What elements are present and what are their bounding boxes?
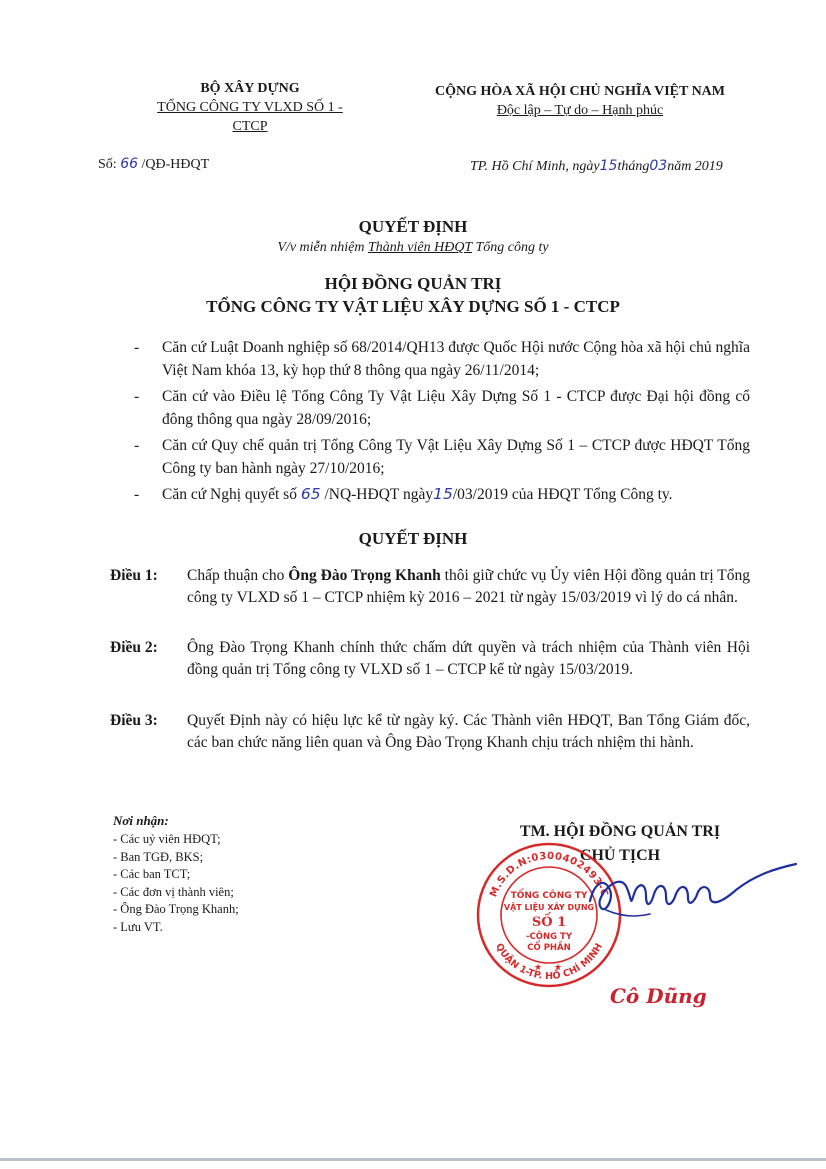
recipients-title: Nơi nhận: <box>113 813 169 828</box>
national-header <box>415 82 745 120</box>
stamp-city-text: QUẬN 1-TP. HỒ CHÍ MINH <box>493 941 605 982</box>
recipient-item: - Các ban TCT; <box>113 867 191 881</box>
legal-basis-item: - Căn cứ Luật Doanh nghiệp số 68/2014/QH13 được Quốc Hội nước Cộng hòa xã hội chủ nghĩa Việt Nam khóa 13, kỳ họp thứ 8 thông qua ngày 26/11/2014; <box>134 339 750 379</box>
handwritten-month: 03 <box>649 158 668 174</box>
legal-bases-list <box>130 336 750 509</box>
signature-role: CHỦ TỊCH <box>579 847 661 864</box>
stamp-line: CỔ PHẦN <box>527 943 571 953</box>
article-2: Điều 2: Ông Đào Trọng Khanh chính thức chấm dứt quyền và trách nhiệm của Thành viên Hội đồng quản trị Tổng công ty VLXD số 1 – CTCP kể từ ngày 15/03/2019. <box>110 639 750 678</box>
page-bottom-border <box>0 1158 826 1161</box>
handwritten-signature <box>560 846 800 936</box>
handwritten-number: 66 <box>120 156 139 172</box>
handwritten-day: 15 <box>599 158 618 174</box>
recipient-item: - Ban TGĐ, BKS; <box>113 849 204 864</box>
handwritten-resolution-number: 65 <box>300 485 321 503</box>
stamp-star-left: ★ <box>534 962 543 972</box>
national-motto: Độc lập – Tự do – Hạnh phúc <box>496 103 664 118</box>
legal-basis-item: - Căn cứ Nghị quyết số 65 /NQ-HĐQT ngày15/03/2019 của HĐQT Tổng Công ty. <box>134 485 673 503</box>
article-label: Điều 2: <box>110 639 158 656</box>
nation-name: CỘNG HÒA XÃ HỘI CHỦ NGHĨA VIỆT NAM <box>434 84 725 99</box>
article-label: Điều 1: <box>110 567 158 584</box>
document-subtitle: V/v miễn nhiệm Thành viên HĐQT Tổng công ty <box>277 240 549 255</box>
document-number: Số: 66 /QĐ-HĐQT <box>98 156 210 172</box>
recipient-item: - Các đơn vị thành viên; <box>113 884 234 899</box>
recipient-item: - Lưu VT. <box>113 919 163 934</box>
corporation-title: TỔNG CÔNG TY VẬT LIỆU XÂY DỰNG SỐ 1 - CTCP <box>206 297 620 316</box>
stamp-line: SỐ 1 <box>531 915 567 930</box>
stamp-line: TỔNG CÔNG TY <box>510 891 588 901</box>
article-1: Điều 1: Chấp thuận cho Ông Đào Trọng Khanh thôi giữ chức vụ Ủy viên Hội đồng quản trị Tổng công ty VLXD số 1 – CTCP nhiệm kỳ 2016 – 2021 từ ngày 15/03/2019 vì lý do cá nhân. <box>110 567 750 606</box>
ministry-header <box>150 79 350 136</box>
legal-basis-item: - Căn cứ vào Điều lệ Tổng Công Ty Vật Liệu Xây Dựng Số 1 - CTCP được Đại hội đồng cổ đông thông qua ngày 28/09/2016; <box>134 388 750 428</box>
article-3: Điều 3: Quyết Định này có hiệu lực kể từ ngày ký. Các Thành viên HĐQT, Ban Tổng Giám đốc, các ban chức năng liên quan và Ông Đào Trọng Khanh chịu trách nhiệm thi hành. <box>110 712 750 751</box>
document-title: QUYẾT ĐỊNH <box>358 217 468 236</box>
signature-title: TM. HỘI ĐỒNG QUẢN TRỊ <box>519 823 721 840</box>
stamp-line: VẬT LIỆU XÂY DỰNG <box>503 903 595 912</box>
company-name: TỔNG CÔNG TY VLXD SỐ 1 - CTCP <box>157 100 343 134</box>
article-label: Điều 3: <box>110 712 158 729</box>
handwritten-resolution-day: 15 <box>433 485 453 503</box>
recipient-item: - Các uỷ viên HĐQT; <box>113 832 221 846</box>
ministry-name: BỘ XÂY DỰNG <box>200 81 300 96</box>
stamp-ring-text: M.S.D.N:0300402493-C <box>488 850 610 899</box>
recipients-list <box>113 831 239 936</box>
signer-name: Cô Dũng <box>610 984 707 1008</box>
place-date: TP. Hồ Chí Minh, ngày15tháng03năm 2019 <box>470 158 723 174</box>
recipient-item: - Ông Đào Trọng Khanh; <box>113 902 239 916</box>
board-title: HỘI ĐỒNG QUẢN TRỊ <box>324 274 502 293</box>
stamp-line: -CÔNG TY <box>526 932 572 942</box>
legal-basis-item: - Căn cứ Quy chế quản trị Tổng Công Ty Vật Liệu Xây Dựng Số 1 – CTCP được HĐQT Tổng Công ty ban hành ngày 27/10/2016; <box>134 437 750 477</box>
decision-title: QUYẾT ĐỊNH <box>358 529 468 548</box>
stamp-star-right: ★ <box>554 962 563 972</box>
